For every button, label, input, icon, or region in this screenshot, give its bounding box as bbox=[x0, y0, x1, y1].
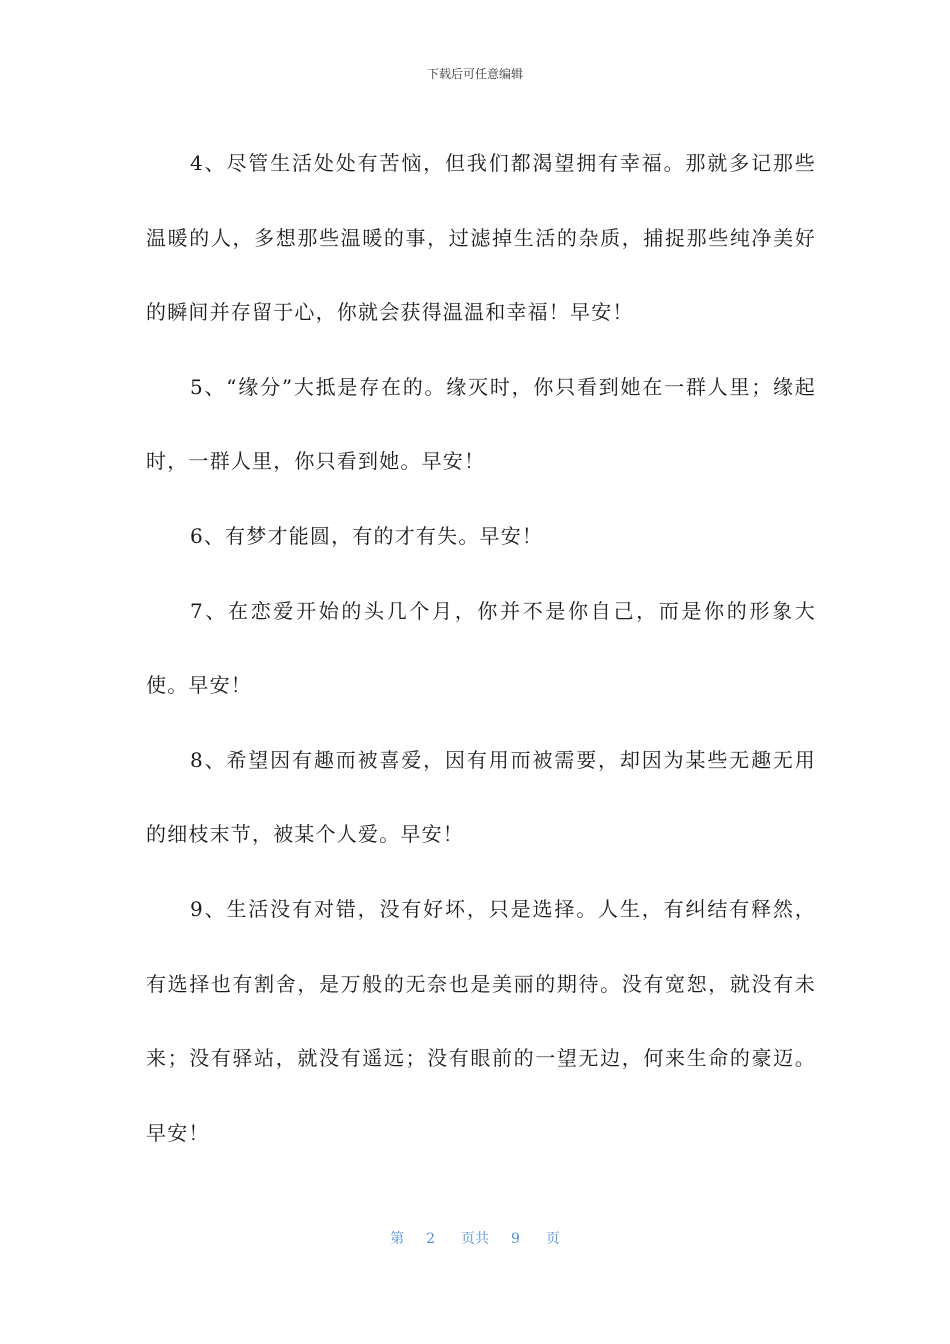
paragraph-4: 4、尽管生活处处有苦恼，但我们都渴望拥有幸福。那就多记那些温暖的人，多想那些温暖的事，过滤掉生活的杂质，捕捉那些纯净美好的瞬间并存留于心，你就会获得温温和幸福！早安！ bbox=[146, 151, 816, 325]
footer-total-pages: 9 bbox=[511, 1231, 520, 1247]
page-header bbox=[0, 66, 950, 82]
paragraph-8: 8、希望因有趣而被喜爱，因有用而被需要，却因为某些无趣无用的细枝末节，被某个人爱。早安！ bbox=[146, 747, 816, 847]
paragraph-9: 9、生活没有对错，没有好坏，只是选择。人生，有纠结有释然，有选择也有割舍，是万般的无奈也是美丽的期待。没有宽恕，就没有未来；没有驿站，就没有遥远；没有眼前的一望无边，何来生命的豪迈。早安！ bbox=[146, 896, 816, 1145]
document-body bbox=[146, 126, 816, 1170]
footer-suffix: 页 bbox=[545, 1231, 560, 1247]
paragraph-7: 7、在恋爱开始的头几个月，你并不是你自己，而是你的形象大使。早安！ bbox=[146, 598, 816, 698]
paragraph-5: 5、“缘分”大抵是存在的。缘灭时，你只看到她在一群人里；缘起时，一群人里，你只看到她。早安！ bbox=[146, 374, 816, 474]
paragraph-6: 6、有梦才能圆，有的才有失。早安！ bbox=[190, 523, 544, 548]
footer-middle: 页共 bbox=[461, 1231, 489, 1247]
footer-prefix: 第 bbox=[390, 1231, 405, 1247]
footer-current-page: 2 bbox=[426, 1231, 435, 1247]
page-footer bbox=[0, 1230, 950, 1248]
header-text: 下载后可任意编辑 bbox=[426, 67, 523, 81]
